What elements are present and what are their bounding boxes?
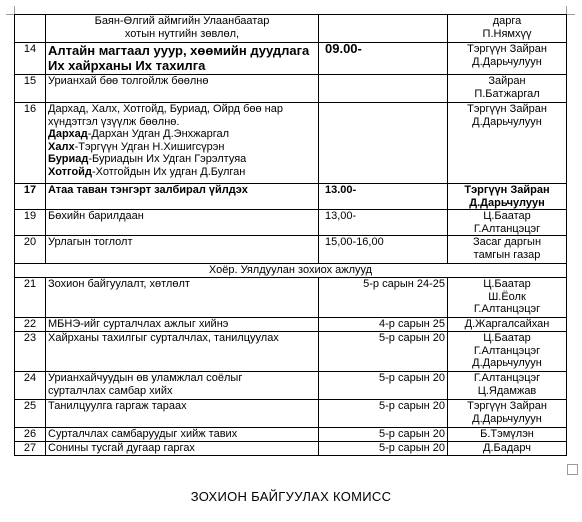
- responsible-cell: Д.Бадарч: [448, 442, 567, 456]
- table-row: [15, 75, 567, 103]
- table-row: [15, 43, 567, 75]
- responsible-cell: Зайран П.Батжаргал: [448, 75, 567, 103]
- time-cell: 09.00-: [319, 43, 448, 75]
- event-cell: Дархад, Халх, Хотгойд, Буриад, Ойрд бөө нар хүндэтгэл үзүүлж бөөлнө. Дархад-Дархан Удган Д.Энхжаргал Халх-Тэргүүн Удган Н.Хишигсүрэн Буриад-Буриадын Их Удган Гэрэлтуяа Хотгойд-Хотгойдын Их удган Д.Булган: [46, 103, 319, 184]
- event-cell: Урианхайчуудын өв уламжлал соёлыг сурталчлах самбар хийх: [46, 372, 319, 400]
- event-cell: Сурталчлах самбаруудыг хийж тавих: [46, 428, 319, 442]
- responsible-cell: Тэргүүн Зайран Д.Дарьчулуун: [448, 103, 567, 184]
- row-number: 20: [15, 236, 46, 264]
- committee-signature-line: ЗОХИОН БАЙГУУЛАХ КОМИСС: [190, 489, 392, 504]
- table-row: [15, 400, 567, 428]
- time-cell: 5-р сарын 20: [319, 372, 448, 400]
- table-row: [15, 103, 567, 184]
- responsible-cell: Ц.Баатар Г.Алтанцэцэг Д.Дарьчулуун: [448, 332, 567, 372]
- responsible-cell: Ц.Баатар Г.Алтанцэцэг: [448, 210, 567, 236]
- responsible-cell: Г.Алтанцэцэг Ц.Ядамжав: [448, 372, 567, 400]
- time-cell: 5-р сарын 20: [319, 428, 448, 442]
- responsible-cell: Тэргүүн Зайран Д.Дарьчулуун: [448, 43, 567, 75]
- table-row: [15, 318, 567, 332]
- responsible-cell: Б.Тэмүлэн: [448, 428, 567, 442]
- event-cell: Хайрханы тахилгыг сурталчлах, танилцуулах: [46, 332, 319, 372]
- event-cell: Зохион байгуулалт, хөтлөлт: [46, 278, 319, 318]
- event-cell: Сонины тусгай дугаар гаргах: [46, 442, 319, 456]
- shaman-group-line: Хотгойд-Хотгойдын Их удган Д.Булган: [48, 165, 246, 178]
- event-cell: Алтайн магтаал ууур, хөөмийн дуудлага Их хайрханы Их тахилга: [46, 43, 319, 75]
- responsible-cell: Засаг даргын тамгын газар: [448, 236, 567, 264]
- time-cell: 5-р сарын 20: [319, 442, 448, 456]
- row-number: 17: [15, 184, 46, 210]
- time-cell: 13,00-: [319, 210, 448, 236]
- table-row: [15, 372, 567, 400]
- table-row: [15, 428, 567, 442]
- row-number: 14: [15, 43, 46, 75]
- schedule-table: [14, 14, 567, 456]
- time-cell: 15,00-16,00: [319, 236, 448, 264]
- time-cell: [319, 75, 448, 103]
- row-number: [15, 15, 46, 43]
- section-title: Хоёр. Уялдуулан зохиох ажлууд: [15, 264, 567, 278]
- table-row: [15, 236, 567, 264]
- row-number: 24: [15, 372, 46, 400]
- row-number: 15: [15, 75, 46, 103]
- shaman-group-line: Дархад-Дархан Удган Д.Энхжаргал: [48, 128, 230, 140]
- row-number: 27: [15, 442, 46, 456]
- row-number: 21: [15, 278, 46, 318]
- time-cell: 13.00-: [319, 184, 448, 210]
- time-cell: 5-р сарын 24-25: [319, 278, 448, 318]
- row-number: 26: [15, 428, 46, 442]
- row-number: 23: [15, 332, 46, 372]
- responsible-cell: Ц.Баатар Ш.Ёолк Г.Алтанцэцэг: [448, 278, 567, 318]
- table-row: [15, 332, 567, 372]
- time-cell: 4-р сарын 25: [319, 318, 448, 332]
- responsible-cell: Тэргүүн Зайран Д.Дарьчулуун: [448, 400, 567, 428]
- event-cell: Баян-Өлгий аймгийн Улаанбаатар хотын нутгийн зөвлөл,: [46, 15, 319, 43]
- responsible-cell: Д.Жаргалсайхан: [448, 318, 567, 332]
- time-cell: [319, 15, 448, 43]
- table-row: [15, 442, 567, 456]
- shaman-group-line: Буриад-Буриадын Их Удган Гэрэлтуяа: [48, 153, 247, 165]
- time-cell: [319, 103, 448, 184]
- row-number: 22: [15, 318, 46, 332]
- table-row: [15, 278, 567, 318]
- event-cell: Танилцуулга гаргаж тараах: [46, 400, 319, 428]
- page-corner-mark: [566, 6, 575, 15]
- time-cell: 5-р сарын 20: [319, 332, 448, 372]
- event-cell: Атаа таван тэнгэрт залбирал үйлдэх: [46, 184, 319, 210]
- event-cell: МБНЭ-ийг сурталчлах ажлыг хийнэ: [46, 318, 319, 332]
- row-number: 25: [15, 400, 46, 428]
- row-number: 19: [15, 210, 46, 236]
- responsible-cell: дарга П.Нямхүү: [448, 15, 567, 43]
- time-cell: 5-р сарын 20: [319, 400, 448, 428]
- table-row: [15, 15, 567, 43]
- table-resize-handle[interactable]: [567, 464, 578, 475]
- row-number: 16: [15, 103, 46, 184]
- table-row: [15, 184, 567, 210]
- event-cell: Урианхай бөө толгойлж бөөлнө: [46, 75, 319, 103]
- responsible-cell: Тэргүүн Зайран Д.Дарьчулуун: [448, 184, 567, 210]
- table-row: [15, 210, 567, 236]
- shaman-group-line: Халх-Тэргүүн Удган Н.Хишигсүрэн: [48, 140, 225, 153]
- event-cell: Бөхийн барилдаан: [46, 210, 319, 236]
- section-header-row: [15, 264, 567, 278]
- event-cell: Урлагын тоглолт: [46, 236, 319, 264]
